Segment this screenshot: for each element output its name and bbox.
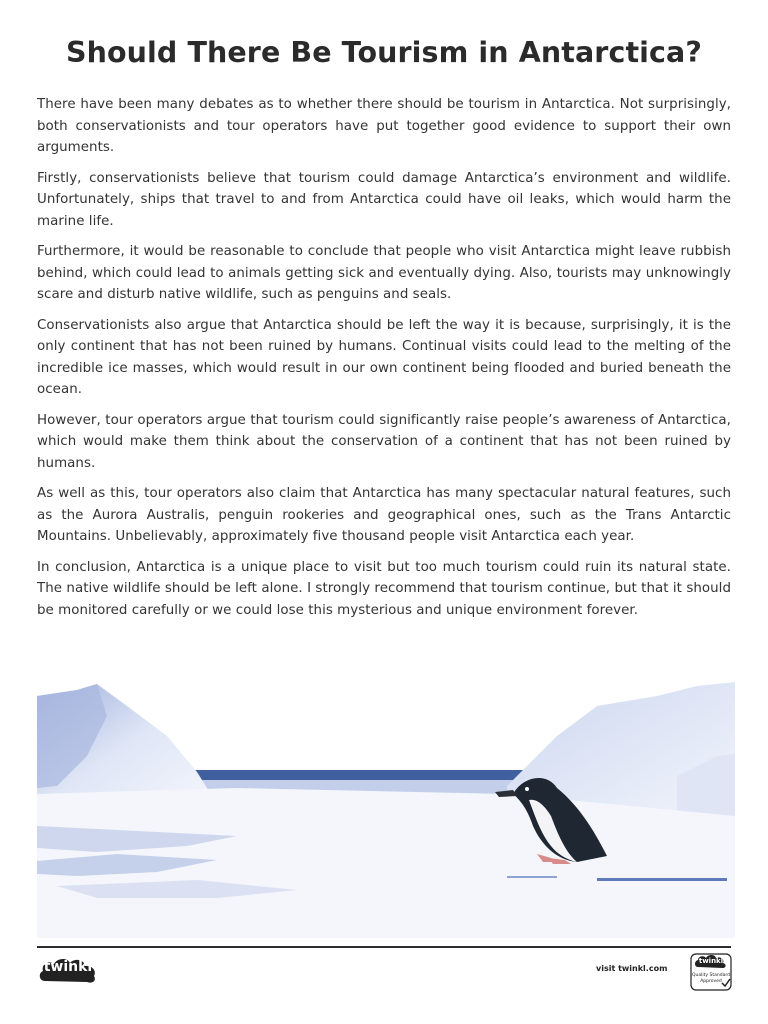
antarctic-penguin-scene (37, 676, 735, 938)
twinkl-logo[interactable] (37, 955, 99, 985)
paragraph-1: There have been many debates as to whether there should be tourism in Antarctica. Not surprisingly, both conservationists and tour operators have put together good evidence to support their own arguments. (37, 97, 731, 155)
quality-badge (690, 953, 732, 991)
paragraph-4: Conservationists also argue that Antarctica should be left the way it is because, surprisingly, it is the only continent that has not been ruined by humans. Continual visits could lead to the melting of the incredible ice masses, which would result in our own continent being flooded and buried beneath the ocean. (37, 317, 731, 397)
footer-rule (37, 946, 731, 948)
page-title: Should There Be Tourism in Antarctica? (65, 36, 703, 69)
paragraph-3: Furthermore, it would be reasonable to conclude that people who visit Antarctica might leave rubbish behind, which could lead to animals getting sick and eventually dying. Also, tourists may unknowingly scare and disturb native wildlife, such as penguins and seals. (37, 244, 731, 302)
article-body (37, 94, 731, 630)
paragraph-5: However, tour operators argue that tourism could significantly raise people’s awareness of Antarctica, which would make them think about the conservation of a continent that has not been ruined by humans. (37, 412, 731, 471)
paragraph-2: Firstly, conservationists believe that tourism could damage Antarctica’s environment and wildlife. Unfortunately, ships that travel to and from Antarctica could have oil leaks, which would harm the marine life. (37, 170, 731, 229)
antarctic-illustration (37, 676, 735, 938)
badge-line-1: Quality Standard (692, 973, 730, 978)
logo-text: twinkl (43, 959, 93, 975)
badge-line-2: Approved (700, 979, 722, 984)
paragraph-7: In conclusion, Antarctica is a unique place to visit but too much tourism could ruin its natural state. The native wildlife should be left alone. I strongly recommend that tourism continue, but that it should be monitored carefully or we could lose this mysterious and unique environment forever. (37, 559, 731, 618)
badge-brand: twinkl (698, 957, 724, 965)
paragraph-6: As well as this, tour operators also claim that Antarctica has many spectacular natural features, such as the Aurora Australis, penguin rookeries and geographical ones, such as the Trans Antarctic Mountains. Unbelievably, approximately five thousand people visit Antarctica each year. (37, 486, 731, 544)
visit-link[interactable]: visit twinkl.com (596, 964, 668, 973)
